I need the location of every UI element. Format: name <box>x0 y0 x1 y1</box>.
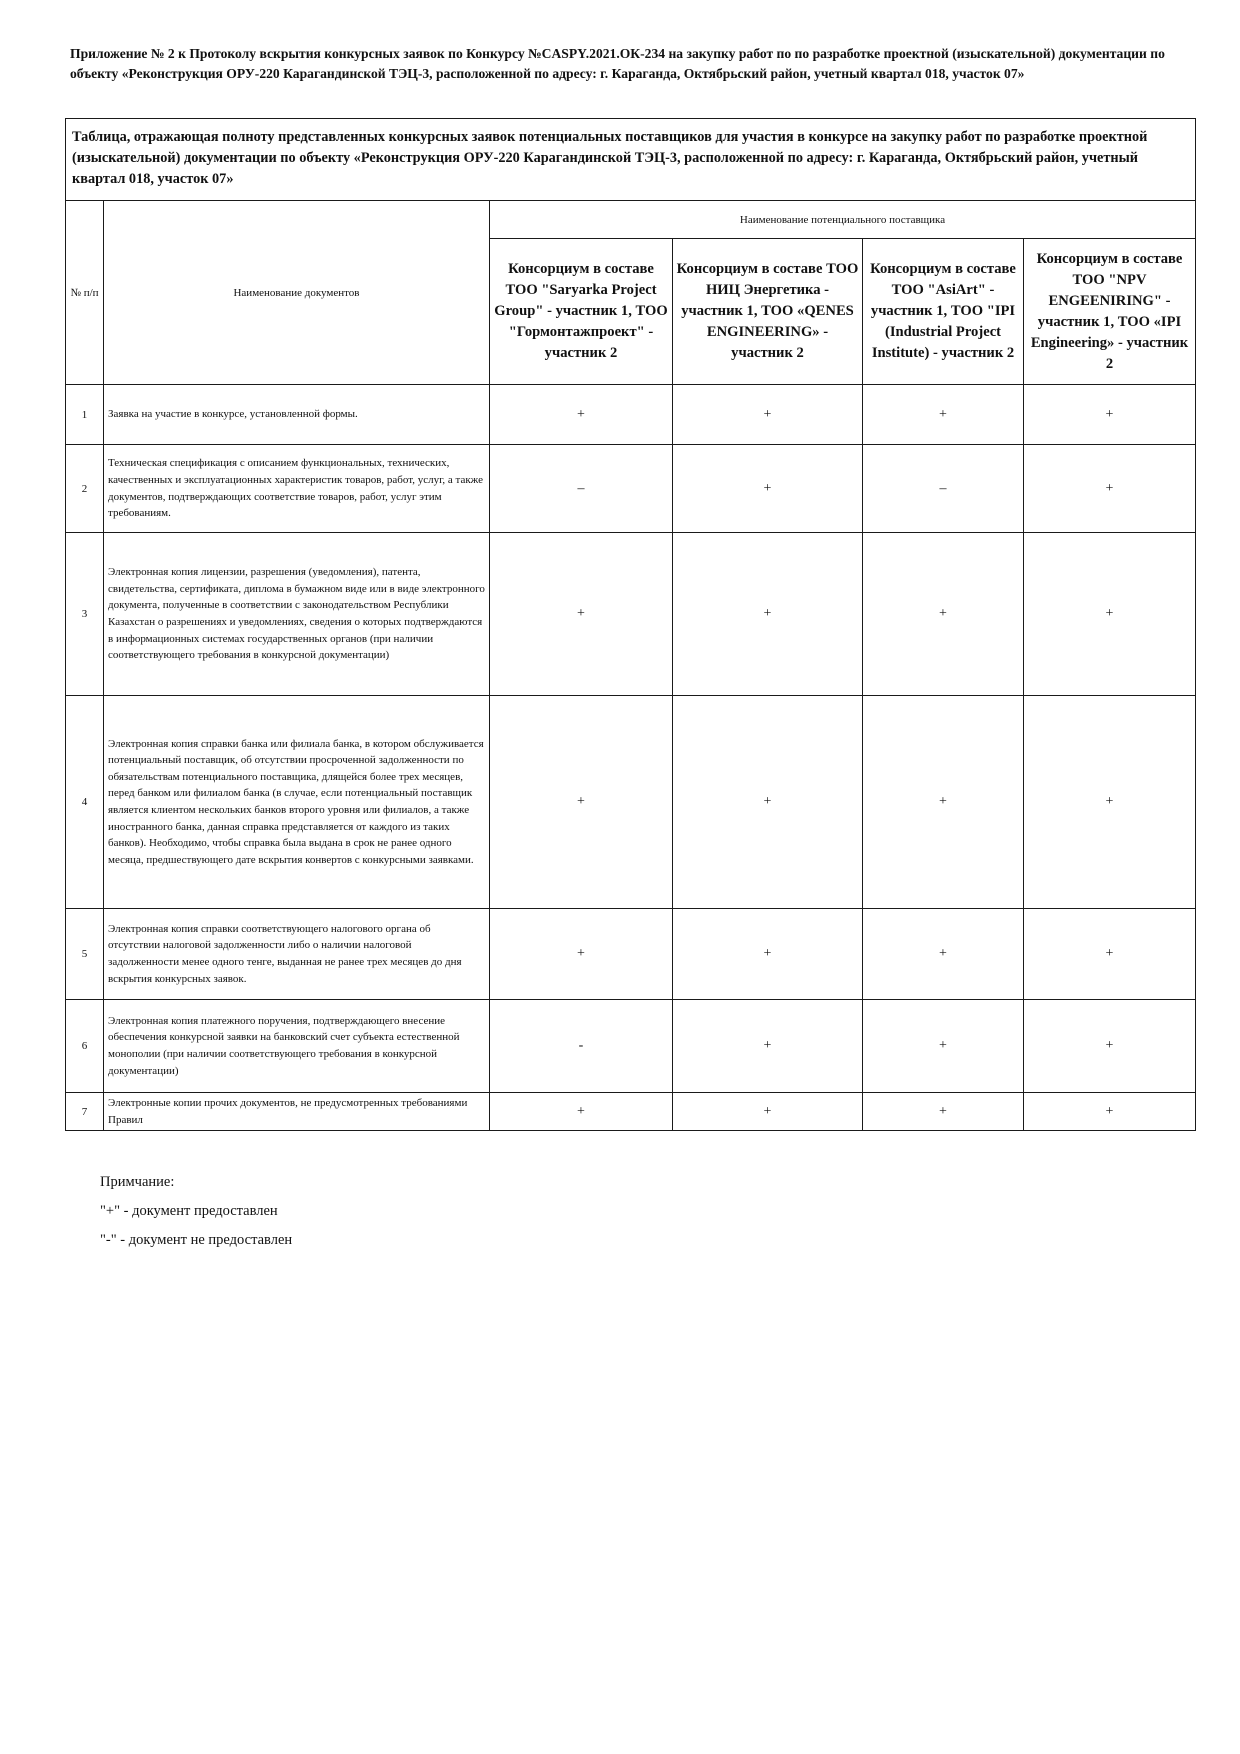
row-number: 6 <box>66 1000 104 1093</box>
status-mark: + <box>1024 696 1196 909</box>
supplier-header-2: Консорциум в составе ТОО НИЦ Энергетика - участник 1, ТОО «QENES ENGINEERING» - участник 2 <box>673 239 863 385</box>
status-mark: - <box>490 1000 673 1093</box>
status-mark: + <box>490 696 673 909</box>
column-header-documents: Наименование документов <box>104 201 490 385</box>
document-name: Заявка на участие в конкурсе, установленной формы. <box>104 385 490 445</box>
document-name: Электронные копии прочих документов, не предусмотренных требованиями Правил <box>104 1093 490 1131</box>
notes-title: Примчание: <box>100 1174 175 1190</box>
status-mark: + <box>863 696 1024 909</box>
status-mark: + <box>1024 385 1196 445</box>
status-mark: + <box>863 1000 1024 1093</box>
document-header: Приложение № 2 к Протоколу вскрытия конкурсных заявок по Конкурсу №CASPY.2021.ОК-234 на закупку работ по по разработке проектной (изыскательной) документации по объекту «Реконструкция ОРУ-220 Карагандинской ТЭЦ-3, расположенной по адресу: г. Караганда, Октябрьский район, учетный квартал 018, участок 07» <box>70 46 1165 81</box>
status-mark: – <box>490 445 673 533</box>
table-row <box>66 533 1196 696</box>
row-number: 5 <box>66 909 104 1000</box>
status-mark: + <box>673 533 863 696</box>
supplier-header-1: Консорциум в составе ТОО "Saryarka Project Group" - участник 1, ТОО "Гормонтажпроект" - участник 2 <box>490 239 673 385</box>
status-mark: + <box>490 385 673 445</box>
supplier-header-3: Консорциум в составе ТОО "AsiArt" - участник 1, ТОО "IPI (Industrial Project Institute) - участник 2 <box>863 239 1024 385</box>
status-mark: + <box>673 696 863 909</box>
row-number: 2 <box>66 445 104 533</box>
status-mark: – <box>863 445 1024 533</box>
status-mark: + <box>1024 1000 1196 1093</box>
status-mark: + <box>673 385 863 445</box>
note-item: "+" - документ предоставлен <box>100 1203 278 1219</box>
row-number: 1 <box>66 385 104 445</box>
document-name: Электронная копия справки банка или филиала банка, в котором обслуживается потенциальный поставщик, об отсутствии просроченной задолженности по обязательствам потенциального поставщика, длящейся более трех месяцев, перед банком или филиалом банка (в случае, если потенциальный поставщик является клиентом нескольких банков второго уровня или филиалов, а также иностранного банка, данная справка представляется от каждого из таких банков). Необходимо, чтобы справка была выдана в срок не ранее одного месяца, предшествующего дате вскрытия конвертов с конкурсными заявками. <box>104 696 490 909</box>
status-mark: + <box>1024 533 1196 696</box>
notes-section <box>100 1168 292 1255</box>
status-mark: + <box>673 445 863 533</box>
status-mark: + <box>490 909 673 1000</box>
table-row <box>66 1000 1196 1093</box>
table-row <box>66 909 1196 1000</box>
document-name: Электронная копия лицензии, разрешения (уведомления), патента, свидетельства, сертификата, диплома в бумажном виде или в виде электронного документа, полученные в соответствии с законодательством Республики Казахстан о разрешениях и уведомлениях, сведения о которых подтверждаются в информационных системах государственных органов (при наличии соответствующего требования в конкурсной документации) <box>104 533 490 696</box>
completeness-table <box>65 118 1196 1131</box>
table-row <box>66 385 1196 445</box>
row-number: 3 <box>66 533 104 696</box>
status-mark: + <box>863 1093 1024 1131</box>
status-mark: + <box>490 533 673 696</box>
status-mark: + <box>673 1093 863 1131</box>
supplier-header-4: Консорциум в составе ТОО "NPV ENGEENIRING" - участник 1, ТОО «IPI Engineering» - участник 2 <box>1024 239 1196 385</box>
table-title: Таблица, отражающая полноту представленных конкурсных заявок потенциальных поставщиков для участия в конкурсе на закупку работ по разработке проектной (изыскательной) документации по объекту «Реконструкция ОРУ-220 Карагандинской ТЭЦ-3, расположенной по адресу: г. Караганда, Октябрьский район, учетный квартал 018, участок 07» <box>66 119 1196 201</box>
document-name: Техническая спецификация с описанием функциональных, технических, качественных и эксплуатационных характеристик товаров, работ, услуг, а также документов, подтверждающих соответствие товаров, работ, услуг этим требованиям. <box>104 445 490 533</box>
status-mark: + <box>1024 445 1196 533</box>
note-item: "-" - документ не предоставлен <box>100 1232 293 1248</box>
table-row <box>66 696 1196 909</box>
status-mark: + <box>863 909 1024 1000</box>
status-mark: + <box>1024 909 1196 1000</box>
status-mark: + <box>1024 1093 1196 1131</box>
status-mark: + <box>490 1093 673 1131</box>
row-number: 4 <box>66 696 104 909</box>
table-row <box>66 445 1196 533</box>
status-mark: + <box>673 1000 863 1093</box>
document-name: Электронная копия справки соответствующего налогового органа об отсутствии налоговой задолженности либо о наличии налоговой задолженности менее одного тенге, выданная не ранее трех месяцев до дня вскрытия конкурсных заявок. <box>104 909 490 1000</box>
document-name: Электронная копия платежного поручения, подтверждающего внесение обеспечения конкурсной заявки на банковский счет субъекта естественной монополии (при наличии соответствующего требования в конкурсной документации) <box>104 1000 490 1093</box>
table-row <box>66 1093 1196 1131</box>
row-number: 7 <box>66 1093 104 1131</box>
status-mark: + <box>673 909 863 1000</box>
status-mark: + <box>863 533 1024 696</box>
column-group-header-suppliers: Наименование потенциального поставщика <box>490 201 1196 239</box>
column-header-number: № п/п <box>66 201 104 385</box>
status-mark: + <box>863 385 1024 445</box>
